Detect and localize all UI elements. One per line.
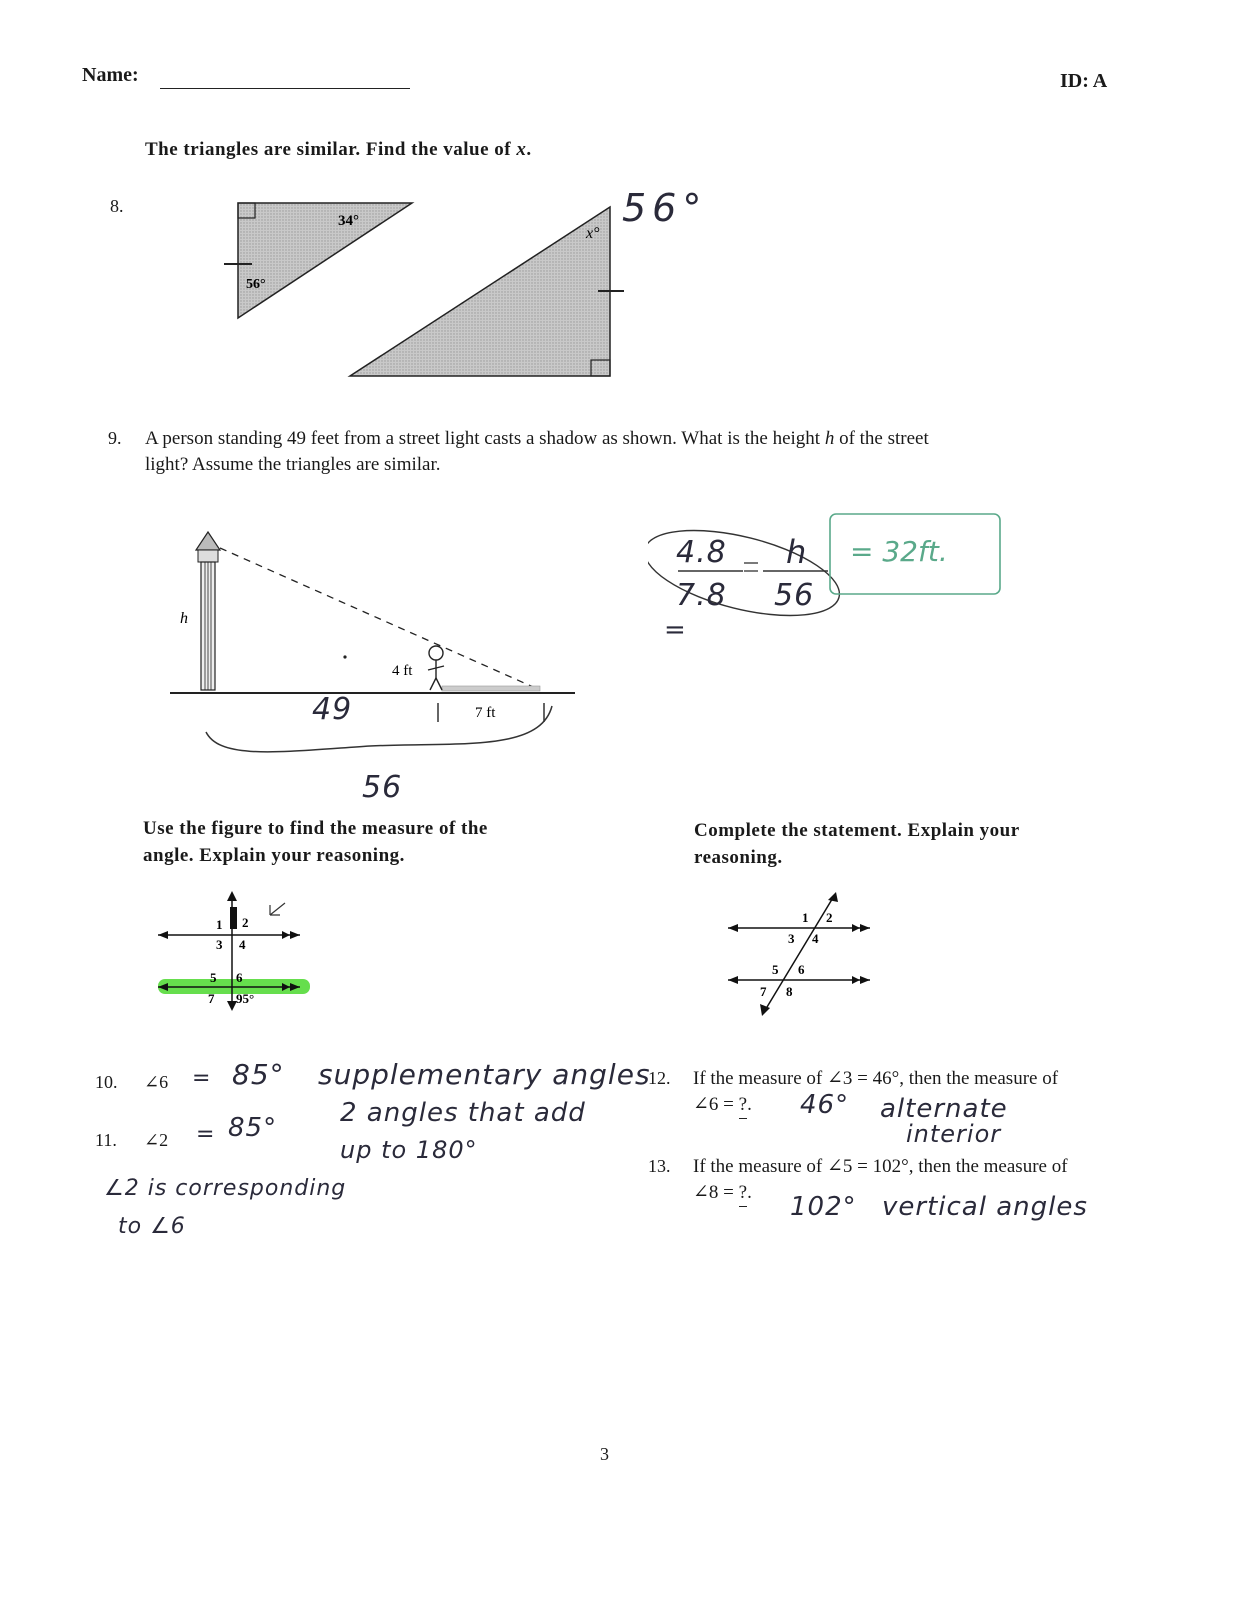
q9-hand-answer: = 32ft. [850, 535, 948, 568]
name-label: Name: [82, 64, 139, 86]
q11-hand-line2: up to 180° [340, 1136, 478, 1164]
lamp-head [196, 532, 220, 550]
q9-hand-equals: = [664, 615, 687, 645]
q13-hand-value: 102° [790, 1192, 857, 1222]
q8-number: 8. [110, 196, 124, 216]
q11-number: 11. [95, 1130, 117, 1150]
shadow-length-label: 7 ft [475, 705, 496, 721]
q9-hand-56: 56 [362, 770, 403, 805]
right-angle-figure [722, 888, 882, 1018]
q9-hand-num-left: 4.8 [676, 535, 727, 570]
fig-left-label-95: 95° [236, 991, 255, 1006]
q9-hand-49: 49 [312, 692, 353, 727]
q12-hand-reason1: alternate [880, 1094, 1008, 1124]
q13-line2-b: . [747, 1182, 752, 1203]
id-label: ID: A [1060, 70, 1108, 92]
left-directions [143, 815, 573, 869]
right-dir-line2: reasoning. [694, 847, 783, 868]
person-height-label: 4 ft [392, 663, 413, 679]
q9-hand-num-right: h [786, 533, 808, 571]
q9-number: 9. [108, 428, 122, 448]
q13-blank: ? [739, 1180, 747, 1207]
left-dir-line2: angle. Explain your reasoning. [143, 845, 405, 866]
fig-right-label-5: 5 [772, 962, 779, 977]
directions-text: The triangles are similar. Find the value of [145, 139, 517, 160]
q9-text-b: of the street [834, 428, 929, 449]
q11-angle: ∠2 [144, 1130, 169, 1150]
q11-hand-note1: ∠2 is corresponding [104, 1176, 347, 1201]
q11-hand-line1: 2 angles that add [340, 1098, 586, 1128]
q10-angle: ∠6 [144, 1072, 169, 1092]
q9-text-a: A person standing 49 feet from a street light casts a shadow as shown. What is the height [145, 428, 825, 449]
lamp-housing [198, 550, 218, 562]
q10-hand-value: 85° [232, 1058, 285, 1091]
fig-right-label-2: 2 [826, 910, 833, 925]
left-dir-line1: Use the figure to find the measure of the [143, 818, 488, 839]
q9-hand-den-right: 56 [774, 578, 815, 613]
brace-mark [206, 706, 552, 752]
q12-hand-value: 46° [800, 1090, 850, 1120]
q10-hand-reason: supplementary angles [318, 1058, 651, 1091]
fig-right-label-4: 4 [812, 931, 819, 946]
right-directions [694, 817, 1114, 871]
page-number: 3 [600, 1444, 609, 1464]
fig-left-label-2: 2 [242, 915, 249, 930]
q12-blank: ? [739, 1092, 747, 1119]
name-blank[interactable] [160, 88, 410, 89]
q10-equals: = [192, 1066, 212, 1091]
person-head [429, 646, 443, 660]
fig-right-label-3: 3 [788, 931, 795, 946]
q12-line1: If the measure of ∠3 = 46°, then the measure of [693, 1068, 1059, 1089]
q9-hand-den-left: 7.8 [676, 578, 727, 613]
directions-period: . [526, 139, 532, 160]
q13-line1: If the measure of ∠5 = 102°, then the measure of [693, 1156, 1068, 1177]
right-dir-line1: Complete the statement. Explain your [694, 820, 1020, 841]
left-angle-figure [150, 885, 320, 1015]
fig-left-label-5: 5 [210, 970, 217, 985]
fig-left-label-4: 4 [239, 937, 246, 952]
q12-line2-b: . [747, 1094, 752, 1115]
q9-text-line2: light? Assume the triangles are similar. [145, 454, 441, 475]
light-ray [220, 548, 540, 690]
triangle-small [238, 203, 412, 318]
angle-56-label: 56° [246, 277, 266, 292]
triangle-large [350, 207, 610, 376]
q9-figure [160, 520, 600, 810]
angle-x-label: x° [586, 225, 600, 242]
q10-number: 10. [95, 1072, 118, 1092]
angle-34-label: 34° [338, 213, 359, 229]
h-label: h [180, 610, 188, 627]
triangles-directions [145, 136, 532, 163]
q13-number: 13. [648, 1156, 671, 1176]
q11-hand-value: 85° [228, 1113, 278, 1143]
q11-hand-note2: to ∠6 [118, 1214, 186, 1239]
fig-left-label-3: 3 [216, 937, 223, 952]
q11-equals: = [196, 1122, 216, 1147]
fig-left-label-7: 7 [208, 991, 215, 1006]
shadow [442, 686, 540, 691]
fig-right-label-8: 8 [786, 984, 793, 999]
q12-hand-reason2: interior [906, 1120, 1002, 1148]
fig-right-label-6: 6 [798, 962, 805, 977]
fig-left-label-1: 1 [216, 917, 223, 932]
q12-number: 12. [648, 1068, 671, 1088]
q9-variable-h: h [824, 428, 835, 449]
directions-variable: x [516, 139, 527, 160]
q8-hand-answer: 56° [622, 186, 708, 230]
fig-right-label-7: 7 [760, 984, 767, 999]
fig-left-label-6: 6 [236, 970, 243, 985]
q13-line2-a: ∠8 = [693, 1182, 739, 1203]
q9-text [145, 426, 1105, 478]
fig-right-label-1: 1 [802, 910, 809, 925]
q13-hand-reason: vertical angles [882, 1192, 1088, 1222]
q12-line2-a: ∠6 = [693, 1094, 739, 1115]
